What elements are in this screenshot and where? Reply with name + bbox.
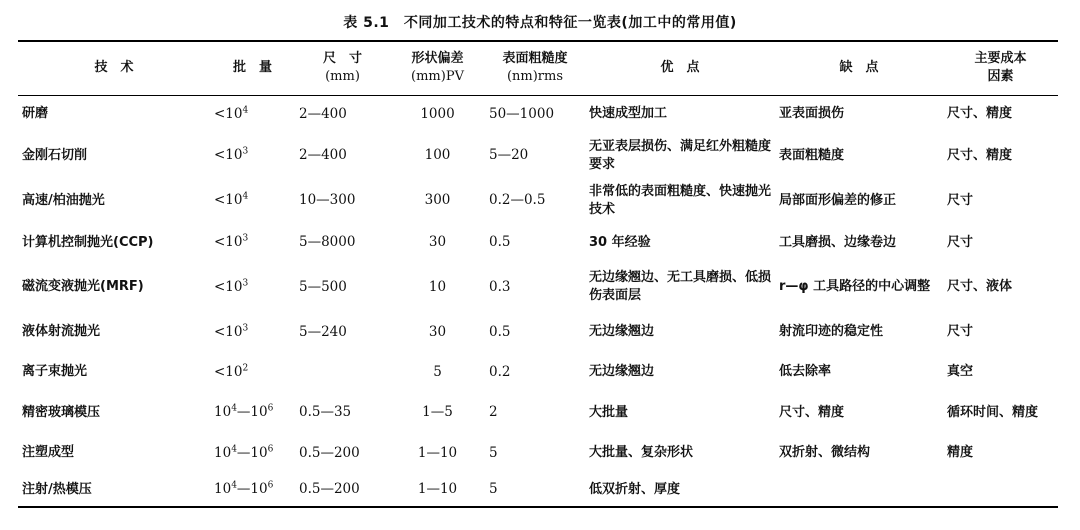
batch-base: 10 [214, 404, 232, 421]
cell-size: 0.5—35 [299, 404, 352, 421]
header-rough-unit: (nm)rms [506, 69, 564, 85]
cell-batch [210, 473, 295, 507]
batch-base: <10 [214, 278, 243, 295]
cell-size: 5—240 [299, 323, 347, 340]
cell-shape-deviation: 30 [428, 234, 447, 251]
cell-advantages: 无边缘翘边、无工具磨损、低损伤表面层 [589, 270, 772, 303]
header-roughness [485, 41, 585, 95]
batch-base: 10 [214, 444, 232, 461]
cell-shape-deviation: 100 [424, 147, 451, 164]
header-shape-title: 形状偏差 [411, 51, 464, 67]
cell-disadvantages: 双折射、微结构 [779, 445, 871, 461]
cell-technique: 高速/柏油抛光 [22, 192, 105, 208]
cell-batch [210, 262, 295, 312]
table-body [18, 95, 1058, 507]
cell-size: 10—300 [299, 192, 356, 209]
cell-shape-deviation: 30 [428, 323, 447, 340]
header-rough-title: 表面粗糙度 [502, 51, 568, 67]
cell-advantages: 无亚表层损伤、满足红外粗糙度要求 [589, 138, 772, 172]
cell-size: 2—400 [299, 147, 347, 164]
cell-disadvantages [775, 473, 943, 507]
cell-technique: 金刚石切削 [22, 147, 88, 163]
batch-exponent-upper: 6 [267, 480, 274, 491]
batch-exponent: 4 [242, 191, 249, 202]
cell-batch [210, 312, 295, 352]
cell-advantages: 非常低的表面粗糙度、快速抛光技术 [589, 183, 772, 217]
table-row [18, 352, 1058, 392]
cell-disadvantages: 表面粗糙度 [779, 147, 845, 163]
cell-roughness: 5—20 [489, 147, 529, 164]
cell-technique: 研磨 [22, 106, 49, 122]
cell-cost-factor: 尺寸、精度 [947, 147, 1013, 163]
batch-base: <10 [214, 147, 243, 164]
cell-batch [210, 223, 295, 262]
batch-exponent: 3 [242, 278, 249, 289]
cell-roughness: 0.2—0.5 [489, 192, 546, 209]
cell-roughness: 0.2 [489, 363, 511, 380]
batch-base: <10 [214, 323, 243, 340]
cell-cost-factor: 尺寸 [947, 324, 974, 340]
cell-disadvantages: 亚表面损伤 [779, 106, 845, 122]
cell-disadvantages: r—φ 工具路径的中心调整 [779, 279, 931, 295]
cell-advantages: 无边缘翘边 [589, 364, 655, 380]
batch-exponent: 3 [242, 146, 249, 157]
batch-exponent: 3 [242, 233, 249, 244]
cell-shape-deviation: 1—10 [417, 444, 458, 461]
batch-base: <10 [214, 363, 243, 380]
table-row [18, 223, 1058, 262]
cell-technique: 注射/热模压 [18, 473, 210, 507]
cell-roughness: 0.5 [489, 234, 511, 251]
batch-exponent: 2 [242, 363, 249, 374]
header-shape-deviation [390, 41, 485, 95]
cell-advantages: 30 年经验 [589, 234, 651, 250]
batch-base-upper: —10 [236, 444, 268, 461]
cell-cost-factor: 尺寸、液体 [947, 279, 1013, 295]
batch-base-upper: —10 [236, 481, 268, 498]
cell-cost-factor: 尺寸 [947, 192, 974, 208]
cell-technique: 注塑成型 [22, 445, 75, 461]
cell-shape-deviation: 5 [433, 363, 442, 380]
cell-disadvantages: 工具磨损、边缘卷边 [779, 234, 897, 250]
header-advantages: 优 点 [585, 41, 775, 95]
cell-batch [210, 352, 295, 392]
cell-technique: 离子束抛光 [22, 364, 88, 380]
header-batch: 批 量 [210, 41, 295, 95]
table-row [18, 312, 1058, 352]
batch-exponent: 4 [231, 480, 237, 491]
header-disadvantages: 缺 点 [775, 41, 943, 95]
cell-disadvantages: 低去除率 [779, 364, 832, 380]
table-caption: 表 5.1 不同加工技术的特点和特征一览表(加工中的常用值) [343, 15, 737, 31]
cell-technique: 液体射流抛光 [22, 324, 101, 340]
header-size-unit: (mm) [325, 69, 360, 85]
cell-size: 0.5—200 [295, 473, 390, 507]
cell-advantages: 低双折射、厚度 [585, 473, 775, 507]
header-cost-line2: 因素 [987, 69, 1014, 85]
table-row [18, 133, 1058, 178]
batch-base: 10 [214, 481, 232, 498]
cell-roughness: 0.5 [489, 323, 511, 340]
cell-roughness: 0.3 [489, 278, 511, 295]
cell-shape-deviation: 1—10 [390, 473, 485, 507]
cell-roughness: 5 [489, 444, 498, 461]
header-shape-unit: (mm)PV [411, 69, 464, 85]
cell-size [295, 352, 390, 392]
cell-disadvantages: 射流印迹的稳定性 [779, 324, 884, 340]
comparison-table [18, 40, 1058, 508]
cell-technique: 磁流变液抛光(MRF) [22, 279, 144, 295]
cell-disadvantages: 尺寸、精度 [779, 404, 845, 420]
cell-advantages: 大批量、复杂形状 [589, 445, 694, 461]
batch-exponent-upper: 6 [267, 403, 274, 414]
cell-size: 5—8000 [299, 234, 356, 251]
cell-cost-factor: 尺寸、精度 [947, 106, 1013, 122]
cell-disadvantages: 局部面形偏差的修正 [779, 192, 897, 208]
cell-size: 5—500 [299, 278, 347, 295]
header-size [295, 41, 390, 95]
header-technique: 技 术 [18, 41, 210, 95]
cell-shape-deviation: 300 [424, 192, 451, 209]
cell-cost-factor: 真空 [947, 364, 974, 380]
cell-cost-factor: 尺寸 [947, 234, 974, 250]
cell-cost-factor: 循环时间、精度 [947, 404, 1039, 420]
header-row [18, 41, 1058, 95]
batch-base: <10 [214, 192, 243, 209]
batch-exponent: 4 [231, 444, 237, 455]
batch-exponent-upper: 6 [267, 444, 274, 455]
cell-roughness: 5 [485, 473, 585, 507]
batch-exponent: 3 [242, 323, 249, 334]
table-row [18, 433, 1058, 473]
batch-exponent: 4 [231, 403, 237, 414]
cell-advantages: 无边缘翘边 [589, 324, 655, 340]
cell-cost-factor: 精度 [947, 445, 974, 461]
batch-base: <10 [214, 234, 243, 251]
cell-batch [210, 178, 295, 223]
cell-technique: 计算机控制抛光(CCP) [22, 234, 154, 250]
cell-roughness: 50—1000 [489, 106, 555, 123]
table-row [18, 473, 1058, 507]
batch-base-upper: —10 [236, 404, 268, 421]
cell-shape-deviation: 1000 [420, 106, 455, 123]
cell-batch [210, 95, 295, 133]
cell-roughness: 2 [489, 404, 498, 421]
table-row [18, 95, 1058, 133]
table-row [18, 262, 1058, 312]
cell-technique: 精密玻璃模压 [22, 404, 101, 420]
cell-size: 2—400 [299, 106, 347, 123]
cell-advantages: 大批量 [589, 404, 629, 420]
cell-batch [210, 392, 295, 433]
header-size-title: 尺 寸 [322, 51, 362, 67]
cell-cost-factor [943, 473, 1058, 507]
cell-batch [210, 133, 295, 178]
cell-shape-deviation: 10 [428, 278, 447, 295]
batch-exponent: 4 [242, 105, 249, 116]
cell-advantages: 快速成型加工 [589, 106, 668, 122]
cell-size: 0.5—200 [299, 444, 360, 461]
batch-base: <10 [214, 106, 243, 123]
table-row [18, 178, 1058, 223]
header-cost-factor [943, 41, 1058, 95]
table-row [18, 392, 1058, 433]
header-cost-line1: 主要成本 [974, 51, 1027, 67]
cell-shape-deviation: 1—5 [422, 404, 453, 421]
cell-batch [210, 433, 295, 473]
